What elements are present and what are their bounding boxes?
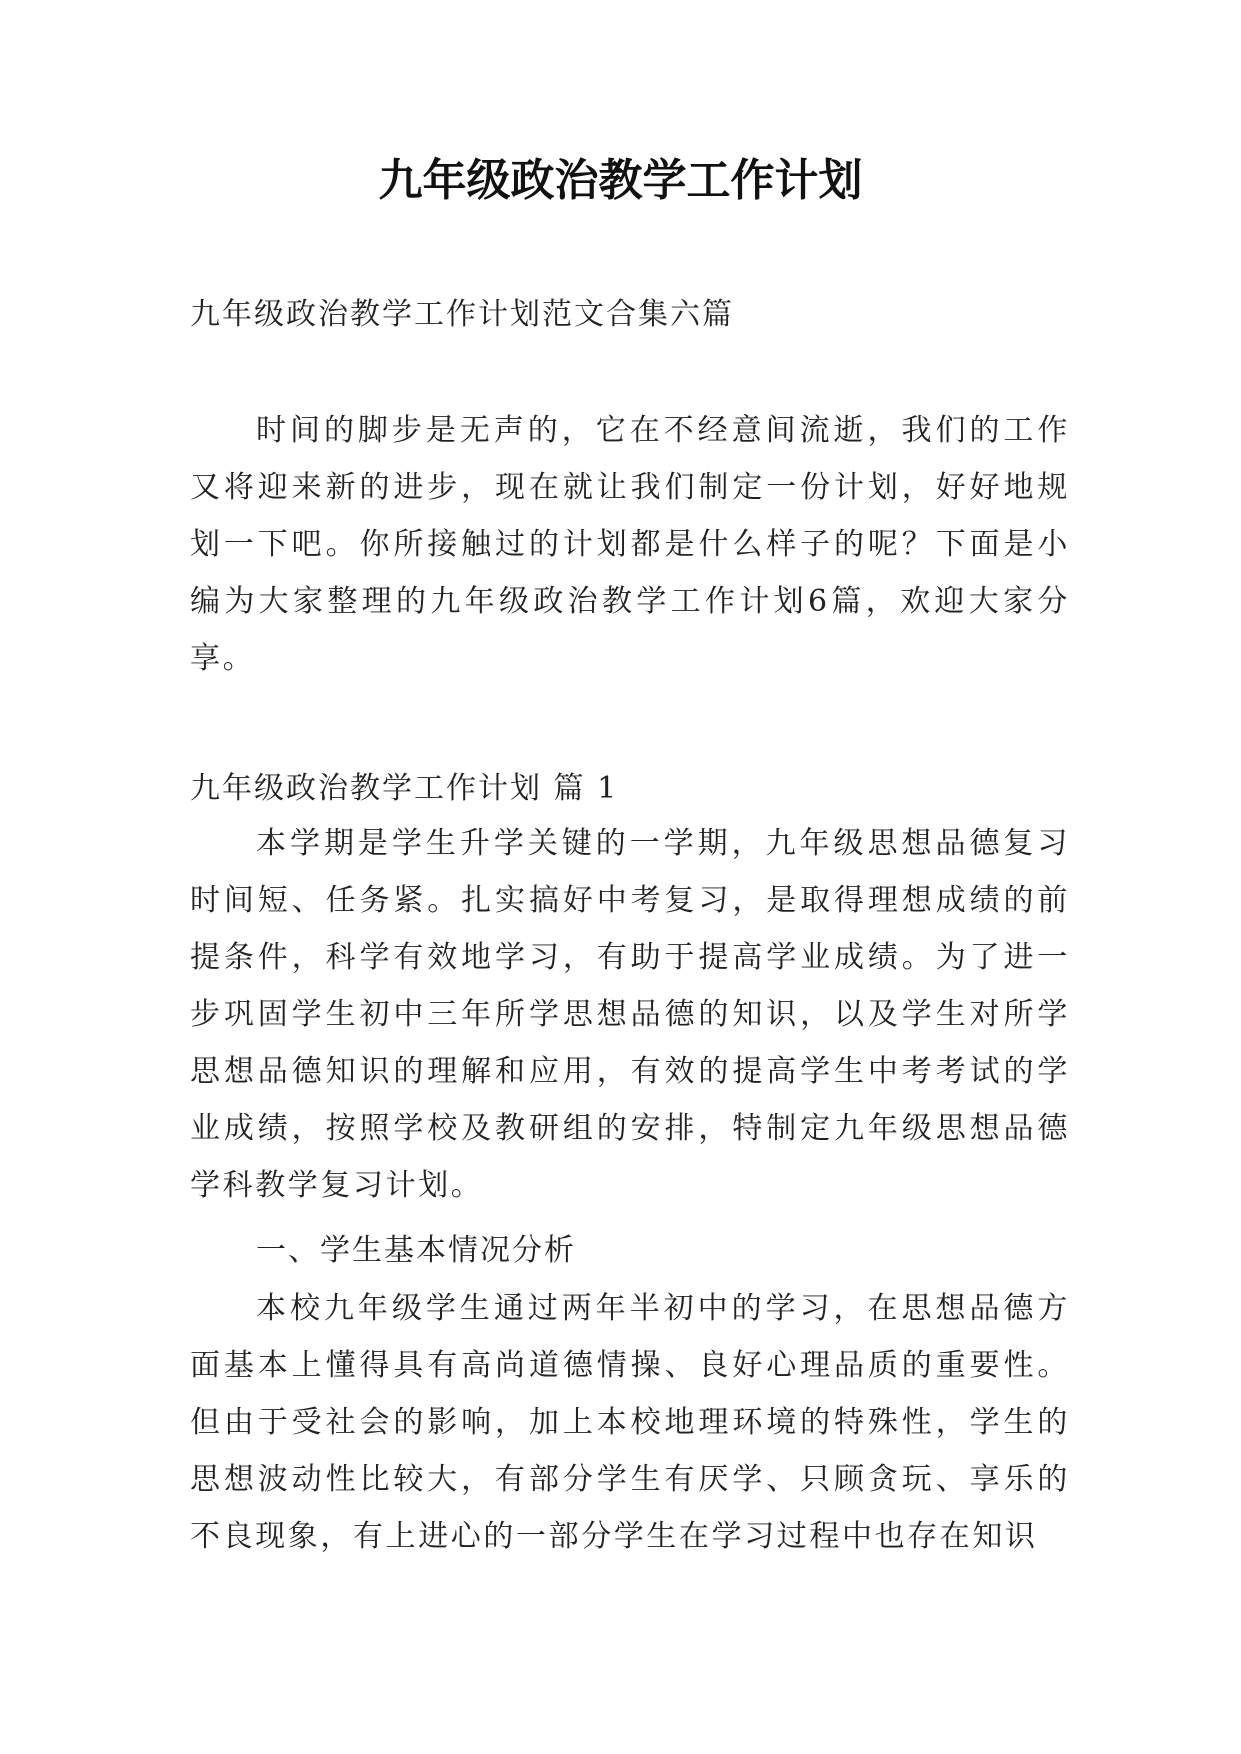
document-title: 九年级政治教学工作计划 — [378, 155, 863, 206]
document-subtitle: 九年级政治教学工作计划范文合集六篇 — [190, 297, 734, 332]
intro-paragraph: 时间的脚步是无声的，它在不经意间流逝，我们的工作又将迎来新的进步，现在就让我们制定一份计划，好好地规划一下吧。你所接触过的计划都是什么样子的呢？下面是小编为大家整理的九年级政治教学工作计划6篇，欢迎大家分享。 — [190, 413, 1070, 676]
section-1-paragraph: 本校九年级学生通过两年半初中的学习，在思想品德方面基本上懂得具有高尚道德情操、良好心理品质的重要性。但由于受社会的影响，加上本校地理环境的特殊性，学生的思想波动性比较大，有部分学生有厌学、只顾贪玩、享乐的不良现象，有上进心的一部分学生在学习过程中也存在知识 — [190, 1291, 1070, 1554]
article-1-paragraph: 本学期是学生升学关键的一学期，九年级思想品德复习时间短、任务紧。扎实搞好中考复习，是取得理想成绩的前提条件，科学有效地学习，有助于提高学业成绩。为了进一步巩固学生初中三年所学思想品德的知识，以及学生对所学思想品德知识的理解和应用，有效的提高学生中考考试的学业成绩，按照学校及教研组的安排，特制定九年级思想品德学科教学复习计划。 — [190, 826, 1070, 1203]
article-1-heading: 九年级政治教学工作计划 篇 1 — [190, 771, 619, 806]
section-1-heading: 一、学生基本情况分析 — [256, 1233, 576, 1268]
